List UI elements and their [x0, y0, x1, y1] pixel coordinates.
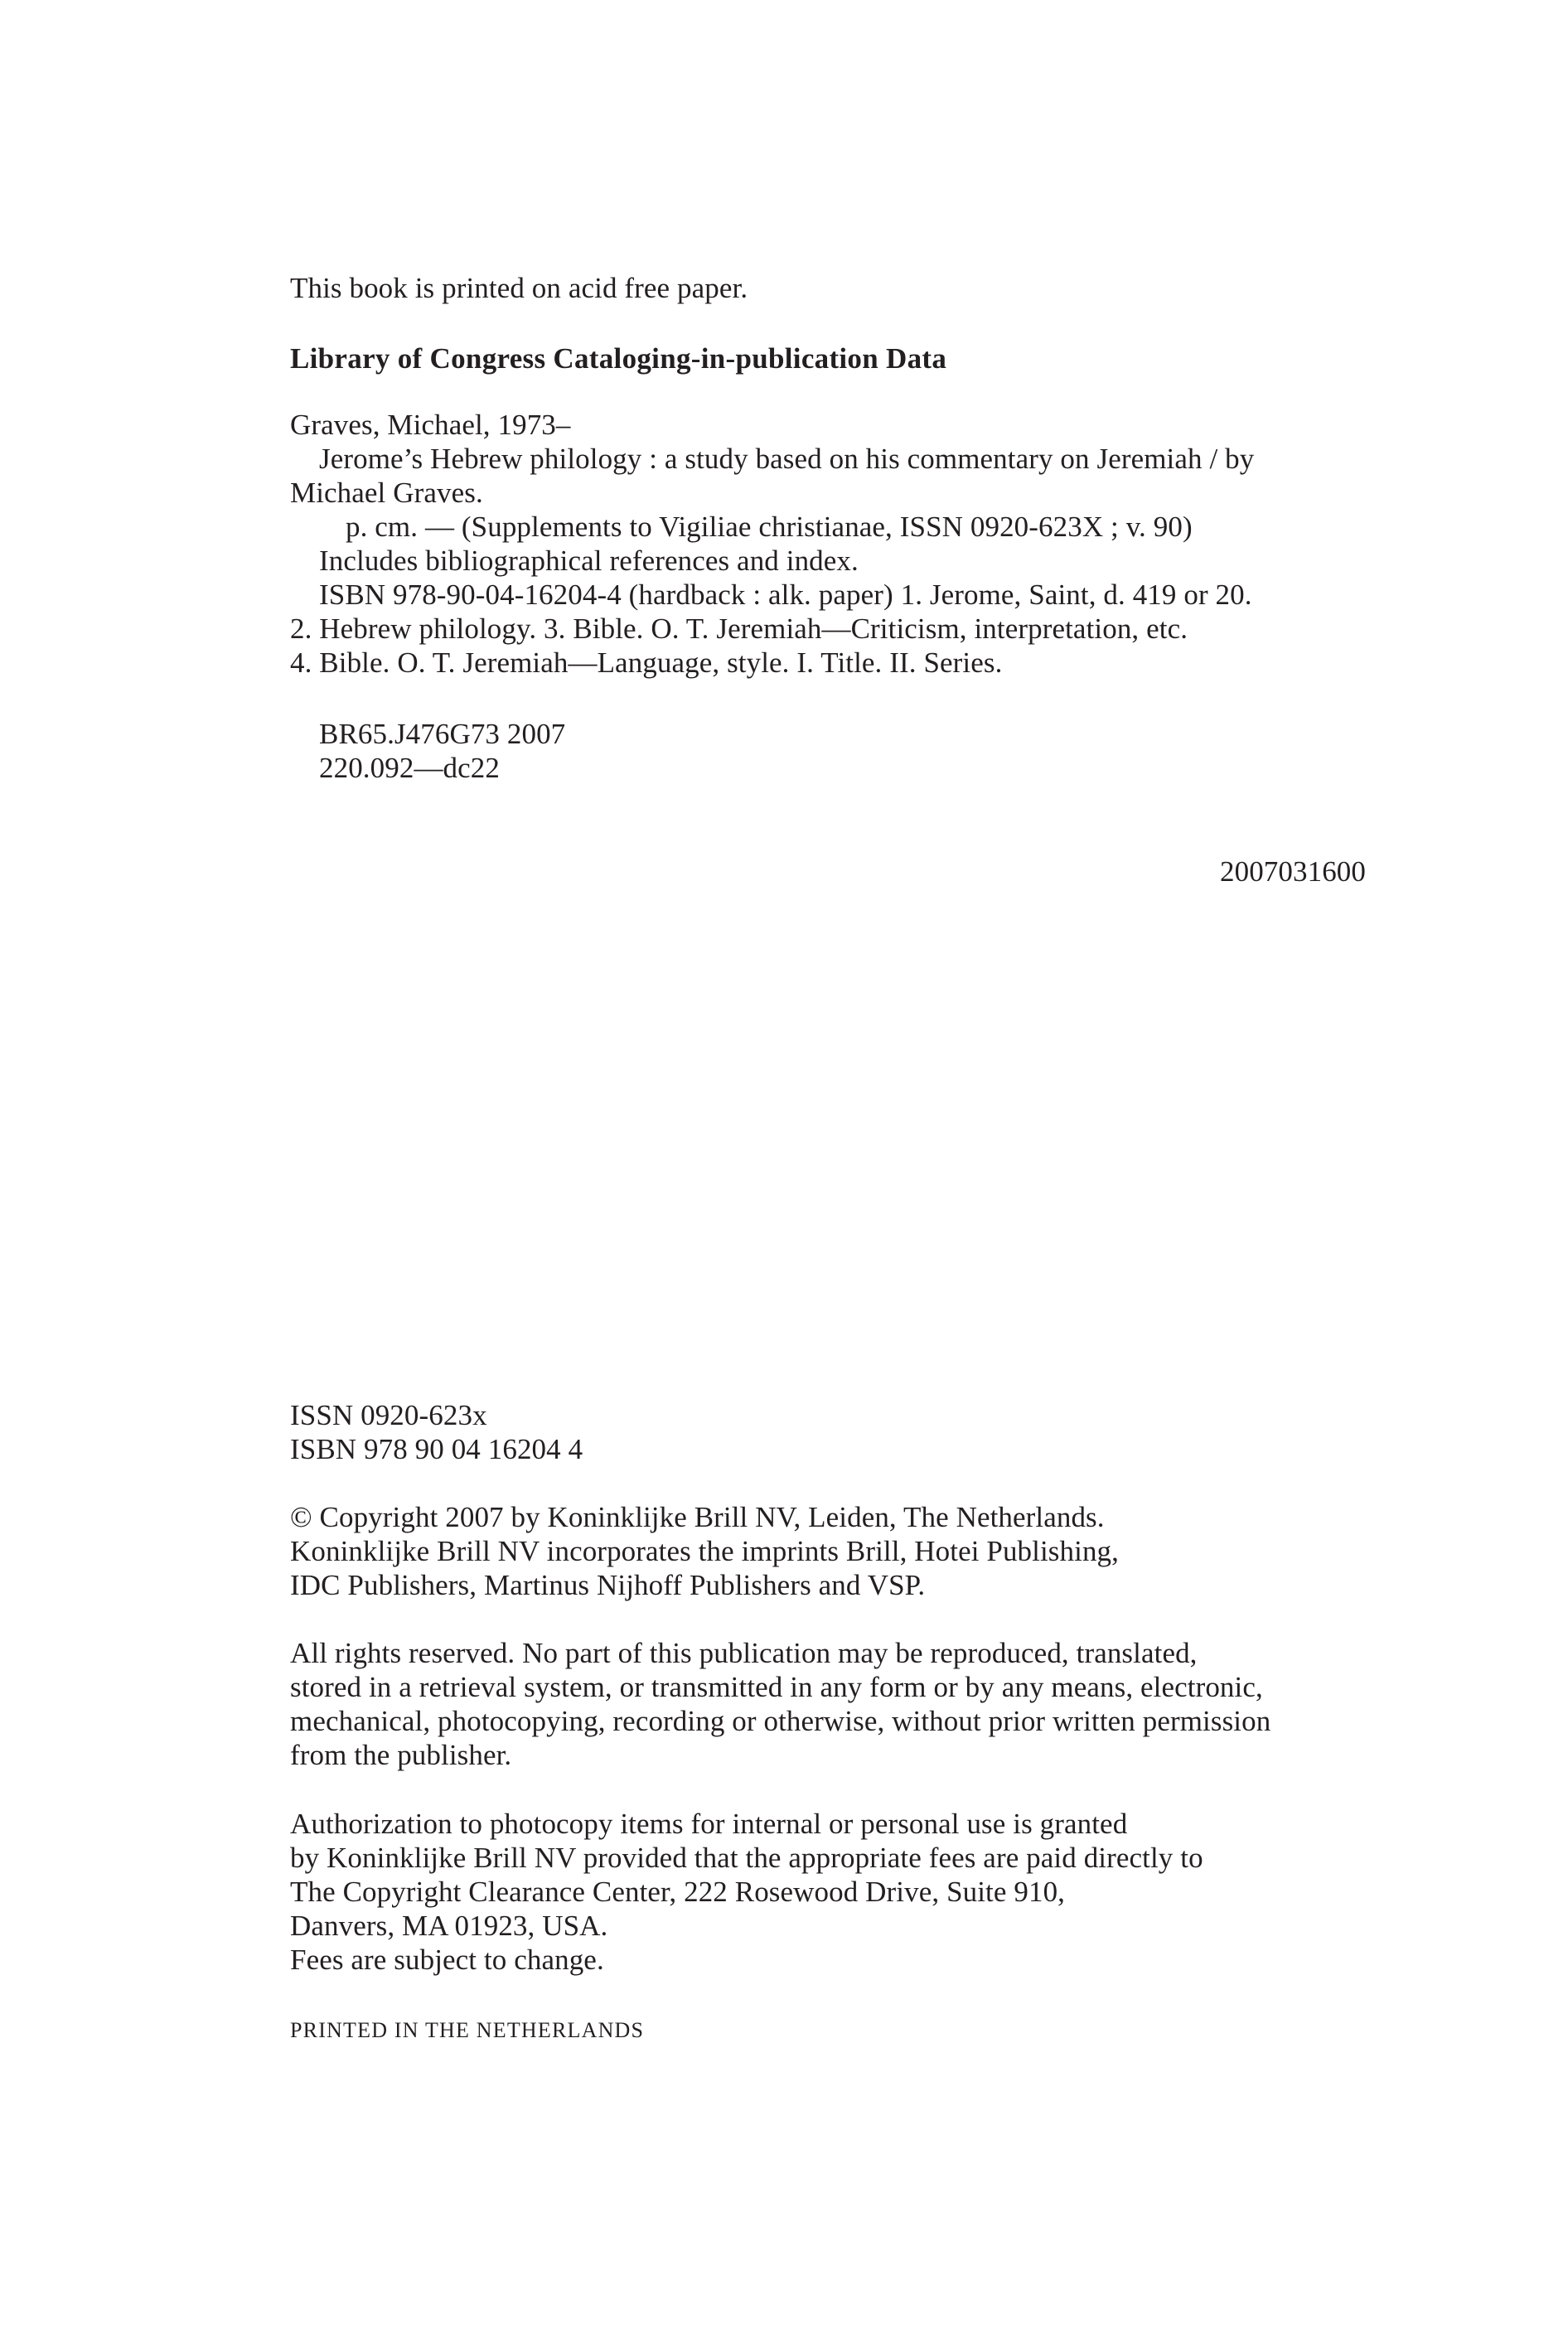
rights-line-2: stored in a retrieval system, or transmitted in any form or by any means, electronic, [290, 1671, 1263, 1703]
isbn: ISBN 978 90 04 16204 4 [290, 1433, 583, 1465]
copyright-line-3: IDC Publishers, Martinus Nijhoff Publishers and VSP. [290, 1569, 926, 1601]
cip-lc-class: BR65.J476G73 2007 [319, 718, 566, 750]
cip-subjects-line-2: 4. Bible. O. T. Jeremiah—Language, style. I. Title. II. Series. [290, 646, 1003, 679]
rights-line-3: mechanical, photocopying, recording or otherwise, without prior written permission [290, 1705, 1271, 1737]
copyright-line-1: © Copyright 2007 by Koninklijke Brill NV, Leiden, The Netherlands. [290, 1501, 1105, 1533]
cip-dewey: 220.092—dc22 [319, 752, 500, 784]
cip-notes: Includes bibliographical references and index. [319, 545, 859, 577]
rights-line-4: from the publisher. [290, 1739, 512, 1771]
authorization-line-5: Fees are subject to change. [290, 1944, 604, 1976]
cip-heading: Library of Congress Cataloging-in-publication Data [290, 342, 947, 375]
authorization-line-1: Authorization to photocopy items for internal or personal use is granted [290, 1808, 1128, 1840]
authorization-line-4: Danvers, MA 01923, USA. [290, 1910, 608, 1942]
cip-lccn: 2007031600 [1220, 855, 1366, 888]
authorization-line-2: by Koninklijke Brill NV provided that the appropriate fees are paid directly to [290, 1842, 1203, 1874]
copyright-line-2: Koninklijke Brill NV incorporates the imprints Brill, Hotei Publishing, [290, 1535, 1120, 1567]
rights-line-1: All rights reserved. No part of this publication may be reproduced, translated, [290, 1637, 1198, 1669]
cip-author: Graves, Michael, 1973– [290, 409, 571, 441]
printed-in: PRINTED IN THE NETHERLANDS [290, 2018, 645, 2042]
cip-title-line-1: Jerome’s Hebrew philology : a study based on his commentary on Jeremiah / by [319, 443, 1255, 475]
acid-free-note: This book is printed on acid free paper. [290, 272, 748, 304]
cip-subjects-line-1: 2. Hebrew philology. 3. Bible. O. T. Jeremiah—Criticism, interpretation, etc. [290, 612, 1188, 645]
cip-isbn-line: ISBN 978-90-04-16204-4 (hardback : alk. paper) 1. Jerome, Saint, d. 419 or 20. [319, 579, 1252, 611]
cip-physical: p. cm. — (Supplements to Vigiliae christianae, ISSN 0920-623X ; v. 90) [346, 511, 1193, 543]
issn: ISSN 0920-623x [290, 1399, 487, 1431]
cip-title-line-2: Michael Graves. [290, 477, 483, 509]
authorization-line-3: The Copyright Clearance Center, 222 Rosewood Drive, Suite 910, [290, 1876, 1066, 1908]
